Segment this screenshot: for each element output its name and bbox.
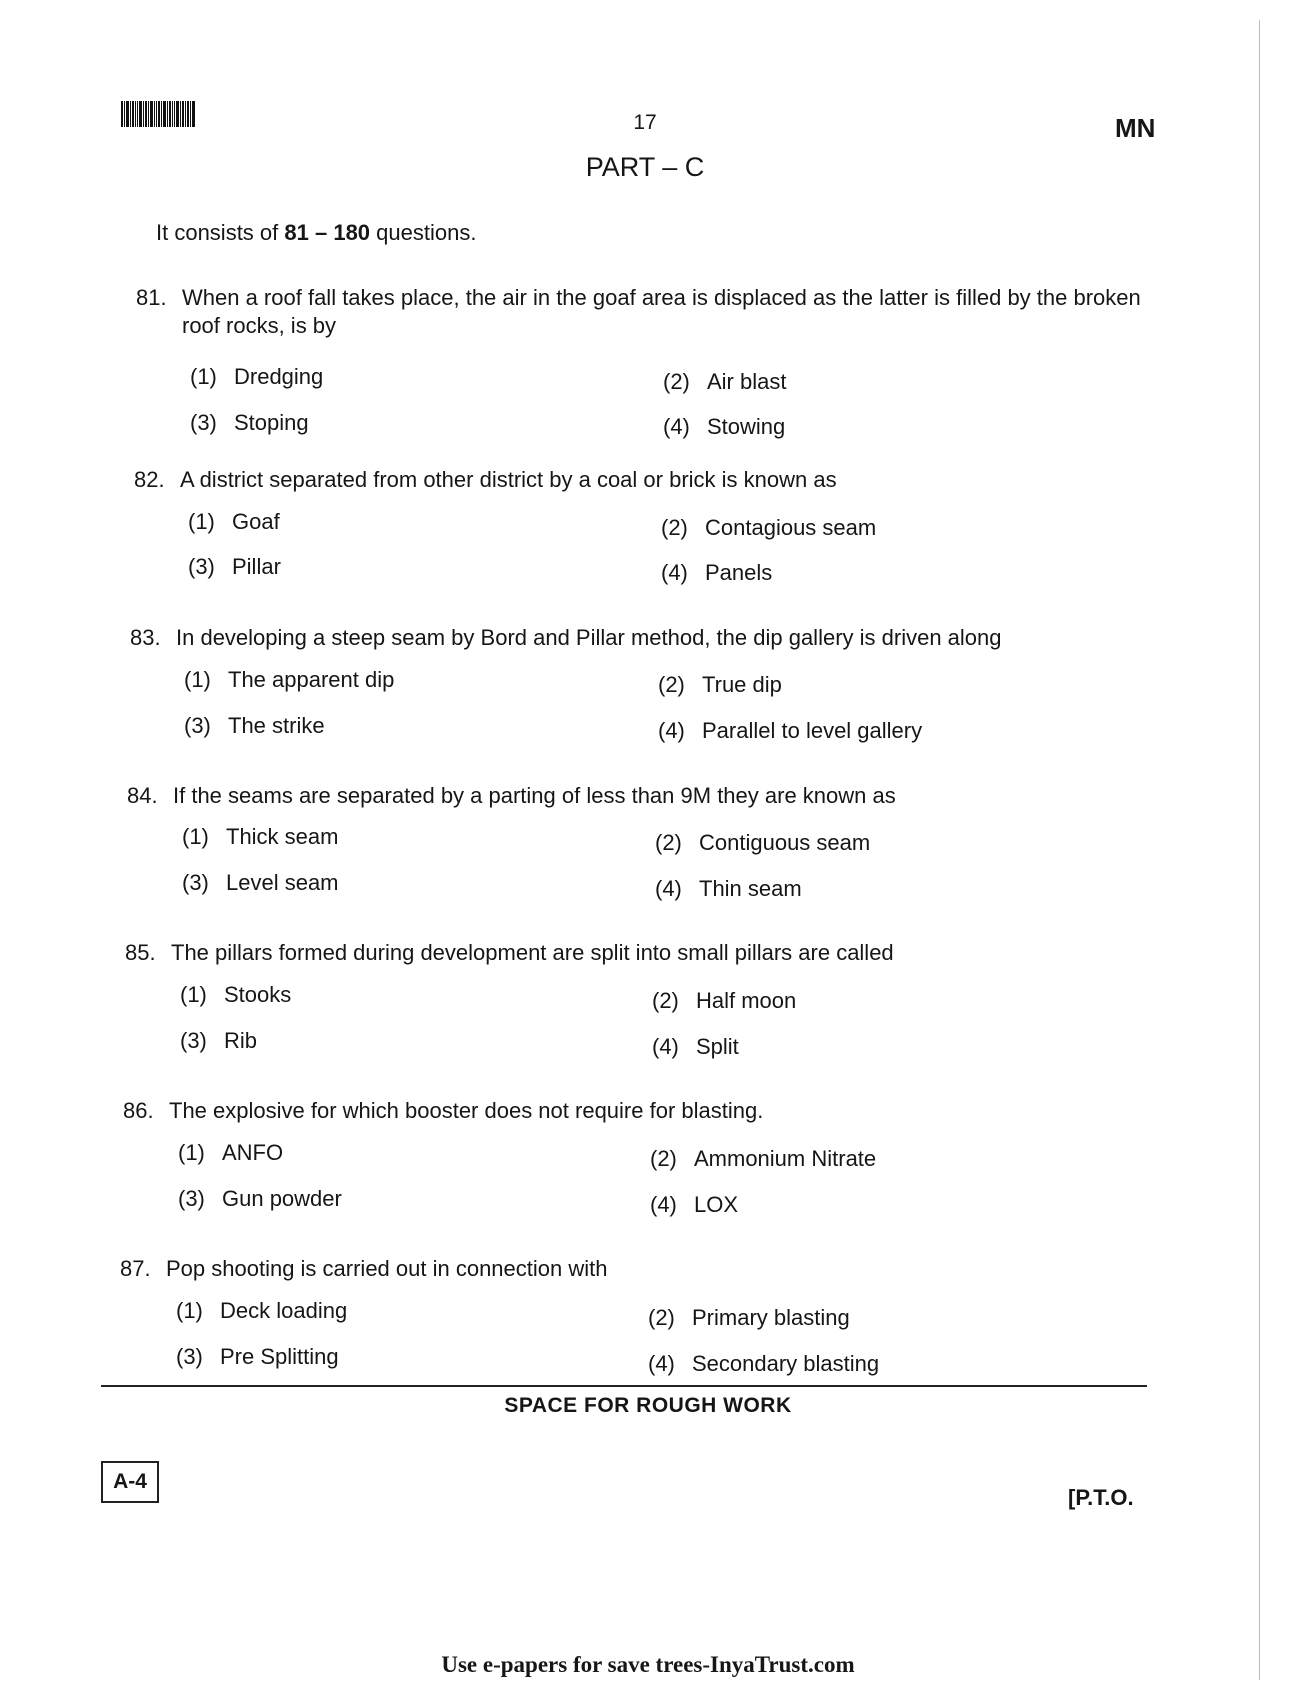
option-87-3: (3) Pre Splitting [176,1344,339,1369]
option-86-3: (3) Gun powder [178,1186,342,1211]
option-87-2: (2) Primary blasting [648,1305,850,1330]
question-number: 83. [130,625,161,650]
page-edge-line [1259,20,1260,1680]
option-82-3: (3) Pillar [188,554,281,579]
question-text: In developing a steep seam by Bord and Pillar method, the dip gallery is driven along [176,625,1002,650]
option-84-3: (3) Level seam [182,870,339,895]
option-83-3: (3) The strike [184,713,325,738]
option-85-1: (1) Stooks [180,982,292,1007]
footer-note: Use e-papers for save trees-InyaTrust.com [441,1652,855,1677]
option-82-1: (1) Goaf [188,509,280,534]
question-number: 81. [136,285,167,310]
question-number: 84. [127,783,158,808]
question-text: The explosive for which booster does not require for blasting. [169,1098,764,1123]
option-83-4: (4) Parallel to level gallery [658,718,923,743]
question-text: The pillars formed during development are split into small pillars are called [171,940,894,965]
option-86-4: (4) LOX [650,1192,739,1217]
option-81-3: (3) Stoping [190,410,309,435]
option-84-4: (4) Thin seam [655,876,802,901]
option-85-2: (2) Half moon [652,988,797,1013]
option-82-2: (2) Contagious seam [661,515,877,540]
option-86-2: (2) Ammonium Nitrate [650,1146,877,1171]
option-87-1: (1) Deck loading [176,1298,348,1323]
question-text: A district separated from other district by a coal or brick is known as [180,467,837,492]
section-title: PART – C [585,152,705,182]
option-82-4: (4) Panels [661,560,773,585]
paper-code: MN [1115,113,1156,143]
question-number: 87. [120,1256,151,1281]
option-87-4: (4) Secondary blasting [648,1351,880,1376]
question-number: 85. [125,940,156,965]
question-number: 86. [123,1098,154,1123]
rough-work-heading: SPACE FOR ROUGH WORK [504,1394,792,1417]
option-83-2: (2) True dip [658,672,782,697]
question-text: Pop shooting is carried out in connection with [166,1256,608,1281]
please-turn-over: [P.T.O. [1068,1485,1134,1510]
option-81-4: (4) Stowing [663,414,786,439]
barcode [121,101,213,127]
option-85-4: (4) Split [652,1034,739,1059]
question-number: 82. [134,467,165,492]
question-text: If the seams are separated by a parting of less than 9M they are known as [173,783,896,808]
intro-range: 81 – 180 [284,220,371,245]
page-number: 17 [633,111,657,134]
option-84-1: (1) Thick seam [182,824,339,849]
option-83-1: (1) The apparent dip [184,667,395,692]
set-code-box [101,1461,159,1503]
set-code: A-4 [113,1470,147,1493]
rough-work-divider [101,1385,1147,1387]
intro-suffix: questions. [376,220,477,245]
intro-prefix: It consists of [156,220,279,245]
option-84-2: (2) Contiguous seam [655,830,871,855]
option-81-1: (1) Dredging [190,364,324,389]
section-intro [156,220,476,246]
option-81-2: (2) Air blast [663,369,787,394]
option-86-1: (1) ANFO [178,1140,284,1165]
option-85-3: (3) Rib [180,1028,258,1053]
question-text: When a roof fall takes place, the air in the goaf area is displaced as the latter is filled by the broken roof rocks, is by [182,285,1141,338]
